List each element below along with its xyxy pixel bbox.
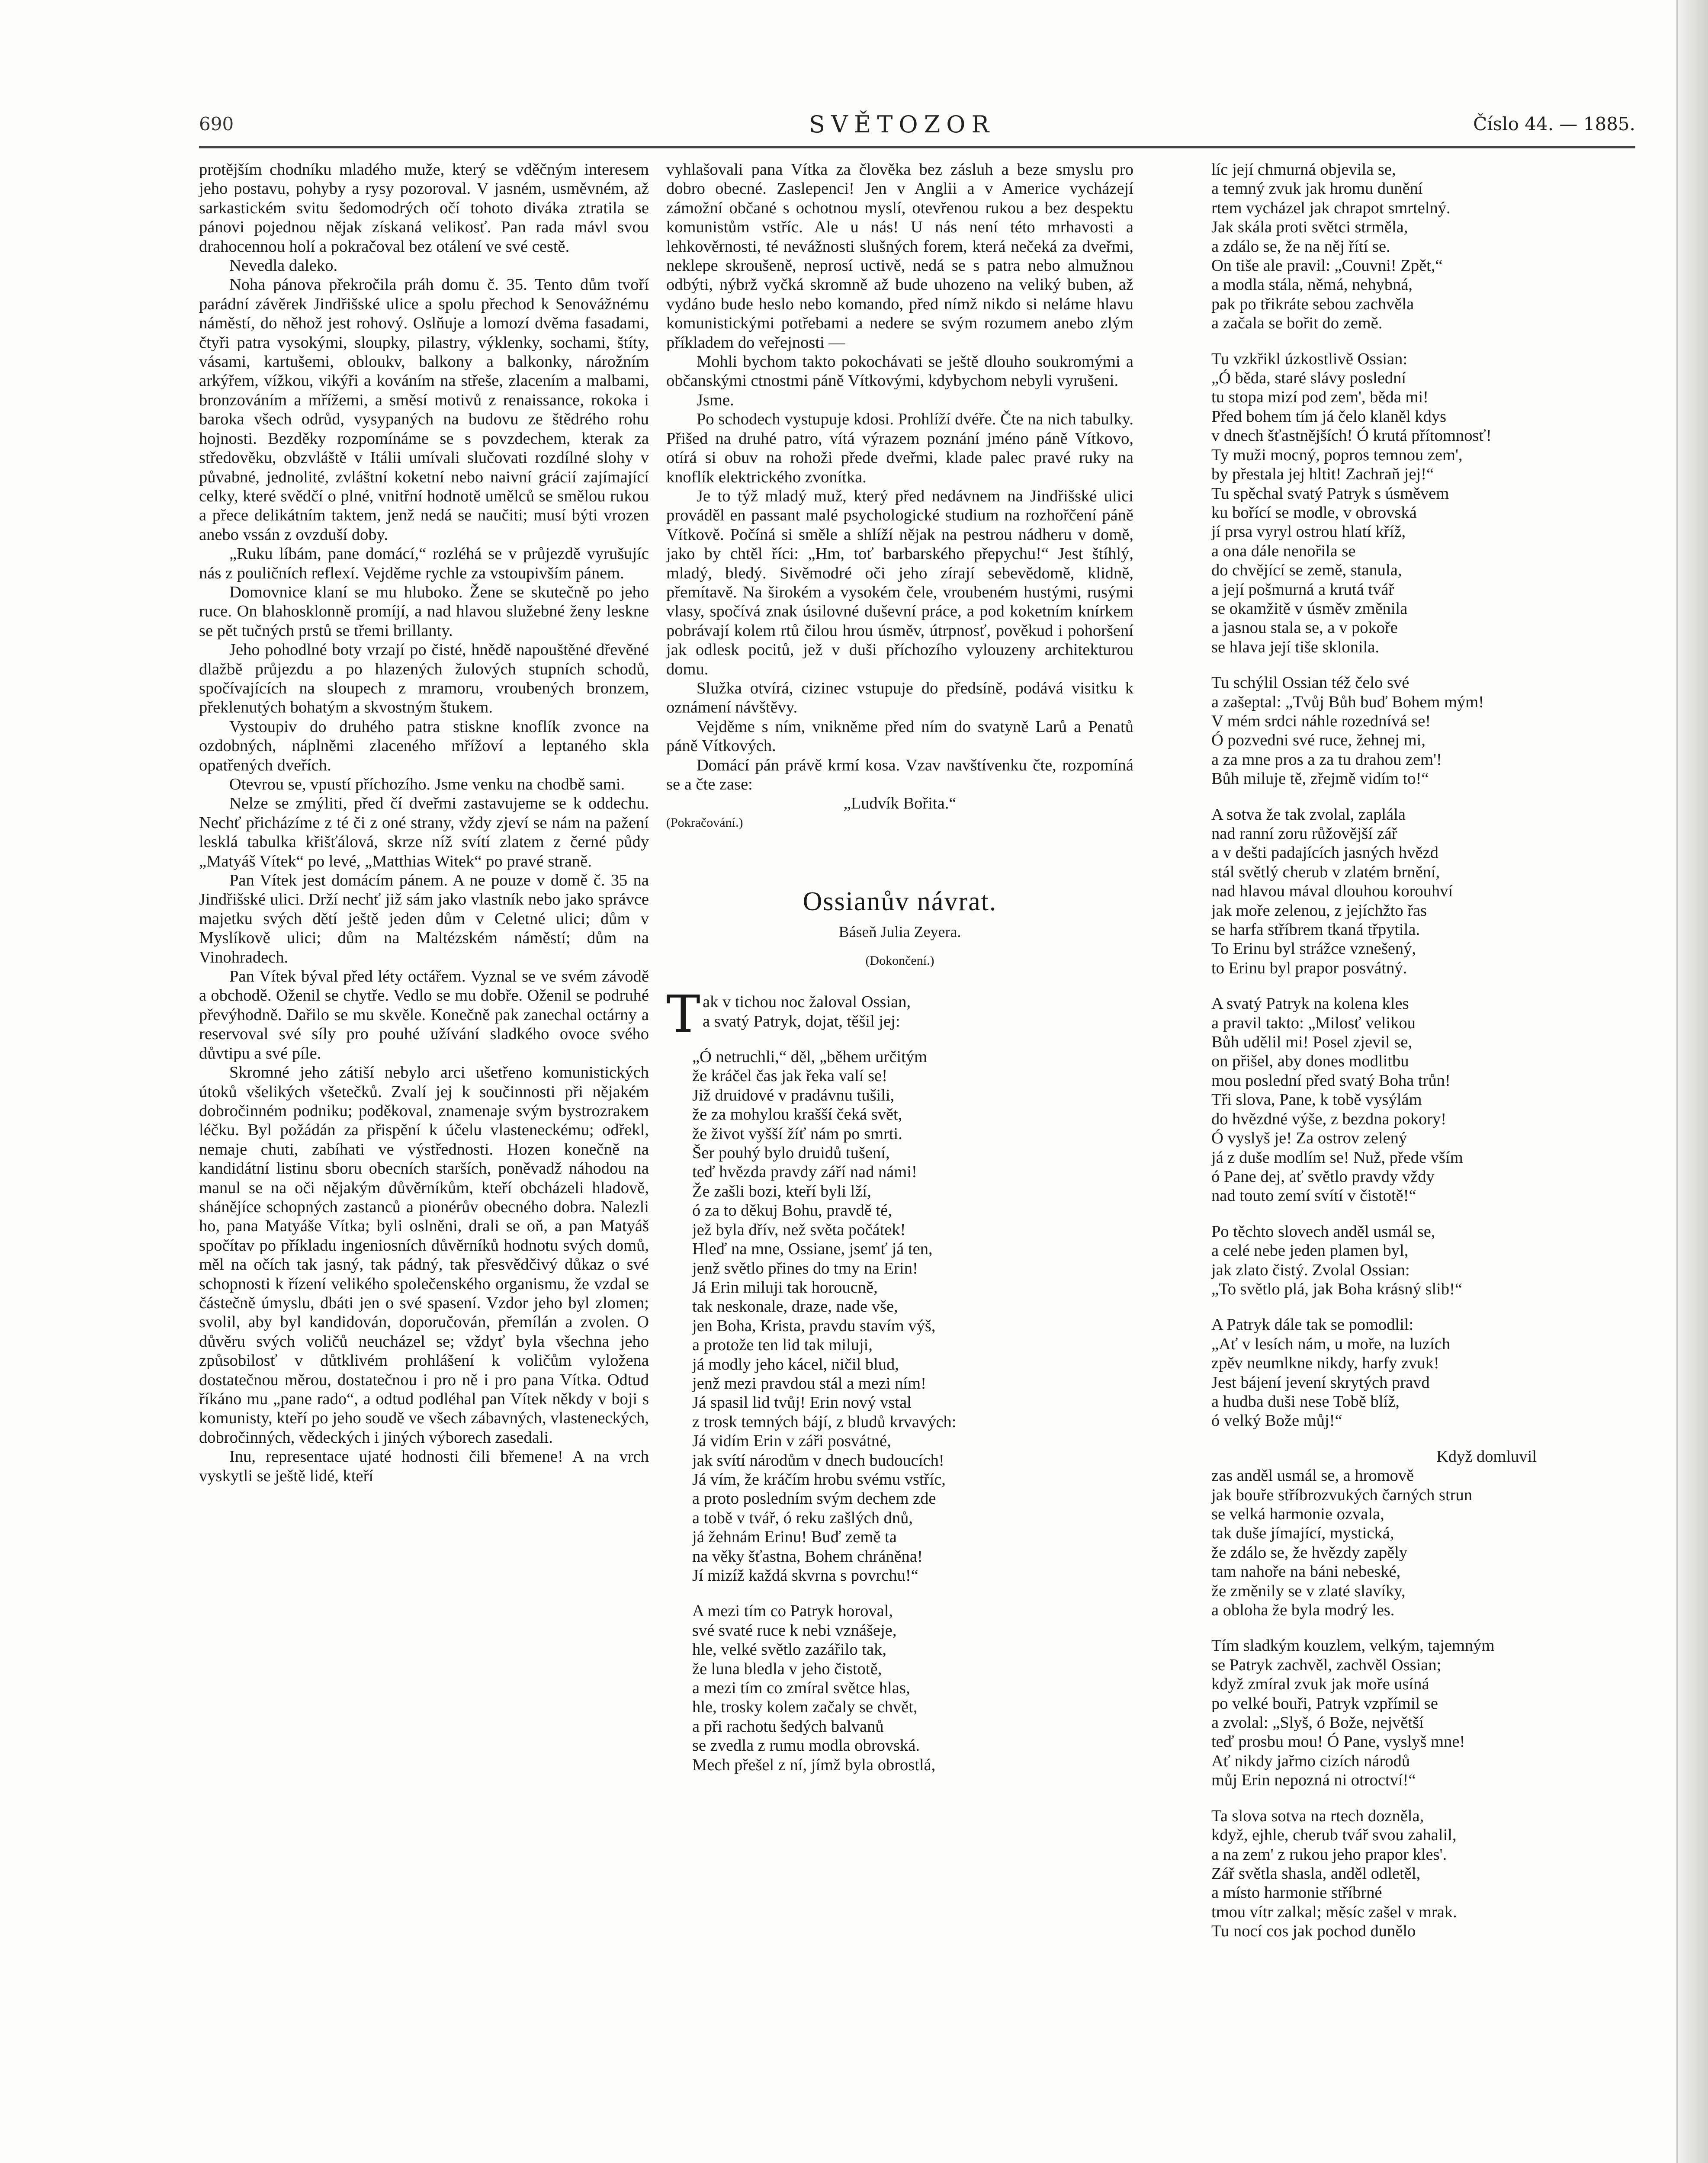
poem-verse: a začala se bořit do země. (1211, 314, 1383, 333)
poem-verse: Ať nikdy jařmo cizích národů (1211, 1752, 1410, 1770)
poem-verse: jak zlato čistý. Zvolal Ossian: (1211, 1261, 1410, 1279)
poem-verse: Zář světla shasla, anděl odletěl, (1211, 1864, 1421, 1883)
poem-verse: já z duše modlím se! Nuž, přede vším (1211, 1148, 1463, 1167)
poem-verse: a protože ten lid tak miluji, (692, 1336, 873, 1354)
poem-verse: Když domluvil (1436, 1447, 1537, 1466)
poem-verse: líc její chmurná objevila se, (1211, 160, 1396, 179)
poem-verse: zpěv neumlkne nikdy, harfy zvuk! (1211, 1354, 1439, 1373)
drop-cap: T (666, 984, 700, 1044)
poem-stanza (1211, 1315, 1635, 1430)
poem-verse: Bůh miluje tě, zřejmě vidím to!“ (1211, 770, 1429, 788)
poem-verse: on přišel, aby dones modlitbu (1211, 1052, 1409, 1071)
poem-verse: a ona dále nenořila se (1211, 542, 1356, 560)
poem-verse: Já vím, že kráčím hrobu svému vstříc, (692, 1470, 946, 1489)
poem-verse: Já spasil lid tvůj! Erin nový vstal (692, 1393, 912, 1412)
poem-verse: a zdálo se, že na něj řítí se. (1211, 237, 1390, 256)
paragraph: Domácí pán právě krmí kosa. Vzav navštívenku čte, rozpomíná se a čte zase: (666, 756, 1133, 793)
poem-verse: Ta slova sotva na rtech dozněla, (1211, 1807, 1424, 1825)
poem-verse: teď prosbu mou! Ó Pane, vyslyš mne! (1211, 1733, 1465, 1751)
signature: „Ludvík Bořita.“ (843, 794, 957, 813)
poem-verse: Před bohem tím já čelo klaněl kdys (1211, 407, 1447, 426)
paragraph: Po schodech vystupuje kdosi. Prohlíží dvéře. Čte na nich tabulky. Přišed na druhé patro, vítá výrazem poznání jméno páně Vítkovo, otírá si obuv na rohoži přede dveřmi, klade palec pravé ruky na knoflík elektrického zvonítka. (666, 410, 1133, 486)
paragraph: Skromné jeho zátiší nebylo arci ušetřeno komunistických útoků všelikých všetečků. Zvalí jej k součinnosti při nějakém dobročinném podniku; poděkoval, znamenaje svým bystrozrakem léčku. Byl požádán za přispění k účelu vlasteneckému; odřekl, nemaje chuti, zabíhati ve výstřednosti. Hozen konečně na kandidátní listinu sboru obecních starších, poněvadž náhodou na manul se na oči nějakým důvěrníkům, kteří obcházeli hladově, shánějíce schopných zastanců a pionérův obecného dobra. Nalezli ho, pana Matyáše Vítka; byli oslněni, drali se oň, a pan Matyáš spočítav po příkladu ingeniosních důvěrníků hodnotu svých domů, měl na očích tak jasný, tak pádný, tak přesvědčivý důkaz o své schopnosti k řízení velikého společenského organismu, že vzdal se částečně úmyslu, dbáti jen o své spasení. Vzdor jeho byl zlomen; svolil, aby byl kandidován, doporučován, přemílán a zvolen. O důvěru svých voličů neucházel se; vždyť byla všechna jeho způsobilosť v důtklivém prohlášení k voličům vyložena dostatečnou měrou, dostatečnou i pro ně i pro pana Vítka. Odtud říkáno mu „pane rado“, a odtud podléhal pan Vítek někdy v boji s komunisty, kteří po jeho soudě ve všech zábavných, vlasteneckých, dobročinných, vědeckých i jiných výborech zasedali. (199, 1063, 649, 1447)
poem-title: Ossianův návrat. (803, 887, 997, 917)
poem-verse: Já Erin miluji tak horoucně, (692, 1278, 878, 1297)
page-number: 690 (199, 113, 234, 135)
poem-verse: a na zem' z rukou jeho prapor kles'. (1211, 1845, 1447, 1864)
poem-verse: ó za to děkuj Bohu, pravdě té, (692, 1201, 892, 1220)
poem-verse: Tu spěchal svatý Patryk s úsměvem (1211, 484, 1449, 503)
poem-verse: Jak skála proti světci strměla, (1211, 218, 1408, 237)
poem-verse: tak duše jímající, mystická, (1211, 1524, 1394, 1543)
issue-info: Číslo 44. — 1885. (1473, 113, 1635, 135)
poem-stanza (1211, 160, 1635, 333)
poem-verse: z trosk temných bájí, z bludů krvavých: (692, 1412, 957, 1431)
poem-stanza (1211, 673, 1635, 788)
page-header (199, 113, 1635, 148)
poem-verse: ó velký Bože můj!“ (1211, 1412, 1342, 1430)
paragraph: Je to týž mladý muž, který před nedávnem na Jindřišské ulici prováděl en passant malé psychologické studium na rozhořčení páně Vítkově. Počíná si směle a shlíží nějak na pestrou nádheru v domě, jako by chtěl říci: „Hm, toť barbarského přepychu!“ Jest štíhlý, mladý, bledý. Sivěmodré oči jeho zírají sebevědomě, klidně, přemítavě. Na širokém a vysokém čele, vroubeném hustými, rusými vlasy, spočívá znak úsilovné duševní práce, a pod koketním knírkem pobrávají kolem rtů čilou hrou úsměv, útrpnosť, pověkud i pohoršení jak odlesk pocitů, jež v duši příchozího vylouzeny architekturou domu. (666, 487, 1133, 678)
poem-verse: se velká harmonie ozvala, (1211, 1505, 1384, 1523)
poem-verse: a mezi tím co zmíral světce hlas, (692, 1679, 910, 1698)
poem-verse: a její pošmurná a krutá tvář (1211, 580, 1394, 599)
poem-verse: se zvedla z rumu modla obrovská. (692, 1736, 920, 1755)
poem-verse: se hlava její tiše sklonila. (1211, 638, 1380, 656)
poem-verse: Již druidové v pradávnu tušili, (692, 1086, 895, 1104)
poem-stanza (1211, 1636, 1635, 1790)
column-left (199, 160, 649, 1486)
poem-verse: nad touto zemí svítí v čistotě!“ (1211, 1187, 1416, 1205)
poem-verse: a hudba duši nese Tobě blíž, (1211, 1392, 1400, 1411)
poem-verse: jenž mezi pravdou stál a mezi ním! (692, 1374, 926, 1393)
poem-stanza (1211, 1807, 1635, 1941)
poem-stanza (1211, 805, 1635, 978)
poem-verse: tak neskonale, draze, nade vše, (692, 1297, 898, 1316)
poem-verse: po velké bouři, Patryk vzpřímil se (1211, 1694, 1438, 1713)
poem-verse: Tím sladkým kouzlem, velkým, tajemným (1211, 1637, 1495, 1655)
poem-verse: stál světlý cherub v zlatém brnění, (1211, 863, 1440, 881)
poem-verse: se okamžitě v úsměv změnila (1211, 599, 1408, 618)
poem-verse: a zašeptal: „Tvůj Bůh buď Bohem mým! (1211, 693, 1484, 711)
poem-verse: a při rachotu šedých balvanů (692, 1717, 884, 1736)
poem-verse: a svatý Patryk, dojat, těšil jej: (703, 1012, 900, 1030)
poem-verse: „Ať v lesích nám, u moře, na luzích (1211, 1335, 1451, 1353)
poem-verse: Já vidím Erin v záři posvátné, (692, 1432, 891, 1451)
poem-part-1 (666, 984, 1133, 1775)
poem-verse: se harfa stříbrem tkaná třpytila. (1211, 921, 1420, 939)
poem-verse: když zmíral zvuk jak moře usíná (1211, 1675, 1429, 1694)
poem-verse: můj Erin nepozná ni otroctví!“ (1211, 1771, 1416, 1790)
paragraph: vyhlašovali pana Vítka za člověka bez zásluh a beze smyslu pro dobro obecné. Zaslepenci! Jen v Anglii a v Americe vycházejí zámožní občané s ochotnou myslí, otevřenou rukou a bez despektu komunistům vstříc. Ale u nás! U nás není této mrhavosti a lehkověrnosti, té nevážnosti slušných forem, která nečeká za dveřmi, neklepe skroušeně, neprosí uctivě, nedá se s patra nebo almužnou odbýti, nýbrž vyčká skromně až bude uhozeno na veliký buben, až vydáno bude heslo nebo komando, před nímž nikdo si neláme hlavu komunistickými potřebami a nedere se svým rozumem anebo zlým příkladem do veřejnosti — (666, 160, 1133, 352)
poem-verse: a modla stála, němá, nehybná, (1211, 276, 1413, 294)
paragraph: Domovnice klaní se mu hluboko. Žene se skutečně po jeho ruce. On blahosklonně promíjí, a nad hlavou služebné ženy leskne se pět tučných prstů se třemi brillanty. (199, 583, 649, 640)
poem-verse: nad hlavou mával dlouhou korouhví (1211, 882, 1453, 901)
poem-verse: když, ejhle, cherub tvář svou zahalil, (1211, 1826, 1457, 1845)
poem-verse: Šer pouhý bylo druidů tušení, (692, 1144, 890, 1162)
poem-verse: A sotva že tak zvolal, zaplála (1211, 805, 1406, 824)
poem-verse: rtem vycházel jak chrapot smrtelný. (1211, 199, 1451, 217)
poem-verse: hle, trosky kolem začaly se chvět, (692, 1698, 918, 1717)
poem-verse: a tobě v tvář, ó reku zašlých dnů, (692, 1508, 913, 1527)
poem-verse: Ty muži mocný, popros temnou zem', (1211, 446, 1463, 464)
poem-verse: Hleď na mne, Ossiane, jsemť já ten, (692, 1240, 933, 1258)
poem-verse: tam nahoře na báni nebeské, (1211, 1563, 1401, 1581)
journal-title: SVĚTOZOR (809, 111, 995, 138)
poem-verse: by přestala jej hltit! Zachraň jej!“ (1211, 465, 1434, 484)
poem-stanza (666, 984, 1133, 1044)
poem-verse: Tu schýlil Ossian též čelo své (1211, 674, 1409, 692)
poem-verse: zas anděl usmál se, a hromově (1211, 1467, 1414, 1485)
poem-verse: mou poslední před svatý Boha trůn! (1211, 1071, 1451, 1090)
poem-verse: Ó pozvedni své ruce, žehnej mi, (1211, 731, 1425, 750)
continuation-note: (Pokračování.) (666, 815, 743, 830)
poem-verse: pak po třikráte sebou zachvěla (1211, 295, 1414, 313)
poem-verse: a místo harmonie stříbrné (1211, 1884, 1382, 1902)
page-edge (1676, 0, 1708, 2163)
poem-note: (Dokončení.) (865, 953, 934, 968)
poem-verse: že změnily se v zlaté slavíky, (1211, 1582, 1406, 1600)
poem-stanza (1211, 994, 1635, 1205)
poem-stanza (1211, 1222, 1635, 1299)
poem-verse: To Erinu byl strážce vznešený, (1211, 940, 1416, 958)
paragraph: Jsme. (697, 391, 734, 409)
paragraph: Jeho pohodlné boty vrzají po čisté, hnědě napouštěné dřevěné dlažbě průjezdu a po hlazených žulových stupních schodů, spočívajících na sloupech z mramoru, vroubených bronzem, překlenutých bohatým a skvostným štukem. (199, 641, 649, 717)
poem-verse: Tu vzkřikl úzkostlivě Ossian: (1211, 350, 1408, 368)
poem-verse: do chvějící se země, stanula, (1211, 561, 1402, 580)
poem-verse: nad ranní zoru růžovější zář (1211, 825, 1397, 843)
poem-verse: že luna bledla v jeho čistotě, (692, 1659, 882, 1678)
poem-verse: jenž světlo přines do tmy na Erin! (692, 1259, 918, 1277)
poem-verse: že život vyšší žíť nám po smrti. (692, 1124, 902, 1143)
poem-verse: a za mne pros a za tu drahou zem'! (1211, 750, 1442, 769)
poem-verse: na věky šťastna, Bohem chráněna! (692, 1547, 923, 1566)
poem-verse: Bůh udělil mi! Posel zjevil se, (1211, 1033, 1413, 1052)
poem-verse: a proto posledním svým dechem zde (692, 1489, 936, 1508)
poem-subtitle: Báseň Julia Zeyera. (838, 923, 961, 941)
header-rule (199, 146, 1635, 148)
column-middle (666, 160, 1133, 1775)
poem-verse: „To světlo plá, jak Boha krásný slib!“ (1211, 1280, 1463, 1298)
poem-verse: to Erinu byl prapor posvátný. (1211, 959, 1407, 977)
paragraph: Nevedla daleko. (229, 257, 338, 275)
poem-verse: já žehnám Erinu! Buď země ta (692, 1528, 897, 1547)
poem-verse: Mech přešel z ní, jímž byla obrostlá, (692, 1755, 936, 1774)
paragraph: Mohli bychom takto pokochávati se ještě dlouho soukromými a občanskými ctnostmi páně Vítkovými, kdybychom nebyli vyrušeni. (666, 353, 1133, 390)
poem-verse: Tři slova, Pane, k tobě vysýlám (1211, 1091, 1422, 1109)
paragraph: Nelze se zmýliti, před čí dveřmi zastavujeme se k oddechu. Nechť přicházíme z té či z oné strany, vždy zjeví se nám na pažení lesklá tabulka křišťálová, skrze níž svítí zlatem z černé půdy „Matyáš Vítek“ po levé, „Matthias Witek“ po pravé straně. (199, 794, 649, 870)
poem-stanza (666, 1601, 1133, 1775)
poem-verse: ku bořící se modle, v obrovská (1211, 503, 1417, 522)
poem-verse: jen Boha, Krista, pravdu stavím výš, (692, 1316, 936, 1335)
poem-verse: V mém srdci náhle rozednívá se! (1211, 712, 1431, 730)
poem-verse: a temný zvuk jak hromu dunění (1211, 180, 1423, 198)
column-right (1211, 160, 1635, 1941)
poem-verse: a v dešti padajících jasných hvězd (1211, 844, 1438, 862)
poem-verse: A svatý Patryk na kolena kles (1211, 995, 1409, 1013)
poem-stanza (1211, 1447, 1635, 1620)
poem-verse: Po těchto slovech anděl usmál se, (1211, 1222, 1435, 1241)
poem-verse: „Ó běda, staré slávy poslední (1211, 369, 1406, 388)
poem-verse: jí prsa vyryl ostrou hlatí kříž, (1211, 523, 1406, 541)
poem-verse: jak moře zelenou, z jejíchžto řas (1211, 901, 1427, 920)
paragraph: Vejděme s ním, vnikněme před ním do svatyně Larů a Penatů páně Vítkových. (666, 717, 1133, 755)
poem-verse: hle, velké světlo zazářilo tak, (692, 1640, 886, 1659)
poem-verse: v dnech šťastnějších! Ó krutá přítomnosť! (1211, 427, 1492, 445)
poem-verse: a jasnou stala se, a v pokoře (1211, 619, 1398, 637)
poem-verse: teď hvězda pravdy září nad námi! (692, 1163, 917, 1181)
poem-verse: Ó vyslyš je! Za ostrov zelený (1211, 1129, 1407, 1148)
poem-verse: jak svítí národům v dnech budoucích! (692, 1451, 944, 1470)
poem-verse: On tiše ale pravil: „Couvni! Zpět,“ (1211, 257, 1443, 275)
paragraph: Vystoupiv do druhého patra stiskne knoflík zvonce na ozdobných, náplněmi zlaceného mřížoví a leptaného skla opatřených dveřích. (199, 717, 649, 774)
poem-verse: „Ó netruchli,“ děl, „během určitým (692, 1048, 928, 1066)
poem-verse: se Patryk zachvěl, zachvěl Ossian; (1211, 1656, 1442, 1674)
poem-verse: do hvězdné výše, z bezdna pokory! (1211, 1110, 1447, 1128)
poem-verse: Jest bájení jevení skrytých pravd (1211, 1373, 1430, 1392)
paragraph: Noha pánova překročila práh domu č. 35. Tento dům tvoří parádní závěrek Jindřišské ulice a spolu přechod k Senovážnému náměstí, do něhož jest rohový. Oslňuje a lomozí dvěma fasadami, čtyři patra vysokými, sloupky, pilastry, výklenky, sochami, štíty, vásami, kartušemi, obloukv, balkony a balkonky, nárožním arkýřem, vížkou, vikýři a kováním na střeše, zlacením a malbami, bronzováním a mřížemi, a směsí motivů z renaissance, rokoka i baroka všech odrůd, vysypaných na budovu ze štědrého rohu hojnosti. Bezděky rozpomínáme se s povzdechem, kterak za středověku, obzvláště v Itálii umívali slučovati rozdílné slohy v půvabné, jednolité, zvláštní koketní nebo naivní grácií zajímající celky, které svědčí o plné, vnitřní hodnotě umělců se smělou rukou a přece delikátním taktem, jenž nedá se naučiti; musí býti vrozen anebo vssán z ovzduší doby. (199, 276, 649, 544)
paragraph: protějším chodníku mladého muže, který se vděčným interesem jeho postavu, pohyby a rysy pozoroval. V jasném, usměvném, až sarkastickém svitu šedomodrých očí tohoto diváka ztratila se pánovi pojednou nějak získaná velikosť. Pan rada mávl svou drahocennou holí a pokračoval bez otálení ve své cestě. (199, 160, 649, 256)
poem-verse: a zvolal: „Slyš, ó Bože, největší (1211, 1714, 1424, 1732)
paragraph: Pan Vítek býval před léty octářem. Vyznal se ve svém závodě a obchodě. Oženil se chytře. Vedlo se mu dobře. Oženil se podruhé převýhodně. Dařilo se mu skvěle. Konečně pak zanechal octárny a reservoval své síly pro pouhé užívání sladkého ovoce svého důvtipu a své píle. (199, 967, 649, 1062)
poem-verse: Že zašli bozi, kteří byli lží, (692, 1182, 871, 1200)
paragraph: „Ruku líbám, pane domácí,“ rozléhá se v průjezdě vyrušujíc nás z pouličních reflexí. Vejděme rychle za vstoupivším pánem. (199, 545, 649, 582)
poem-stanza (666, 1047, 1133, 1585)
poem-verse: že za mohylou krašší čeká svět, (692, 1105, 902, 1124)
poem-verse: a pravil takto: „Milosť velikou (1211, 1014, 1416, 1032)
poem-verse: a obloha že byla modrý les. (1211, 1601, 1395, 1620)
poem-stanza (1211, 350, 1635, 657)
poem-verse: že zdálo se, že hvězdy zapěly (1211, 1543, 1408, 1562)
paragraph: Pan Vítek jest domácím pánem. A ne pouze v domě č. 35 na Jindřišské ulici. Drží nechť již sám jako vlastník nebo jako správce majetku svých dětí ještě jeden dům v Celetné ulici; dům v Myslíkově ulici; dům na Maltézském náměstí; dům na Vinohradech. (199, 871, 649, 966)
poem-verse: ó Pane dej, ať světlo pravdy vždy (1211, 1167, 1435, 1186)
poem-verse-text: ak v tichou noc žaloval Ossian, (703, 993, 911, 1011)
poem-verse: já modly jeho kácel, ničil blud, (692, 1355, 899, 1374)
poem-verse: své svaté ruce k nebi vznášeje, (692, 1621, 897, 1640)
poem-verse: že kráčel čas jak řeka valí se! (692, 1067, 888, 1085)
poem-verse: jak bouře stříbrozvukých čarných strun (1211, 1486, 1472, 1504)
paragraph: Inu, representace ujaté hodnosti čili břemene! A na vrch vyskytli se ještě lidé, kteří (199, 1447, 649, 1485)
poem-verse: jež byla dřív, než světa počátek! (692, 1220, 906, 1239)
poem-verse: Jí mizíž každá skvrna s povrchu!“ (692, 1566, 918, 1585)
poem-verse: tu stopa mizí pod zem', běda mi! (1211, 388, 1429, 407)
poem-verse: A mezi tím co Patryk horoval, (692, 1602, 893, 1621)
poem-verse: a celé nebe jeden plamen byl, (1211, 1242, 1409, 1260)
paragraph: Služka otvírá, cizinec vstupuje do předsíně, podává visitku k oznámení návštěvy. (666, 679, 1133, 717)
poem-verse: Tu nocí cos jak pochod dunělo (1211, 1922, 1416, 1941)
poem-verse: A Patryk dále tak se pomodlil: (1211, 1316, 1414, 1334)
poem-verse: tmou vítr zalkal; měsíc zašel v mrak. (1211, 1903, 1457, 1921)
paragraph: Otevrou se, vpustí příchozího. Jsme venku na chodbě sami. (229, 775, 625, 793)
